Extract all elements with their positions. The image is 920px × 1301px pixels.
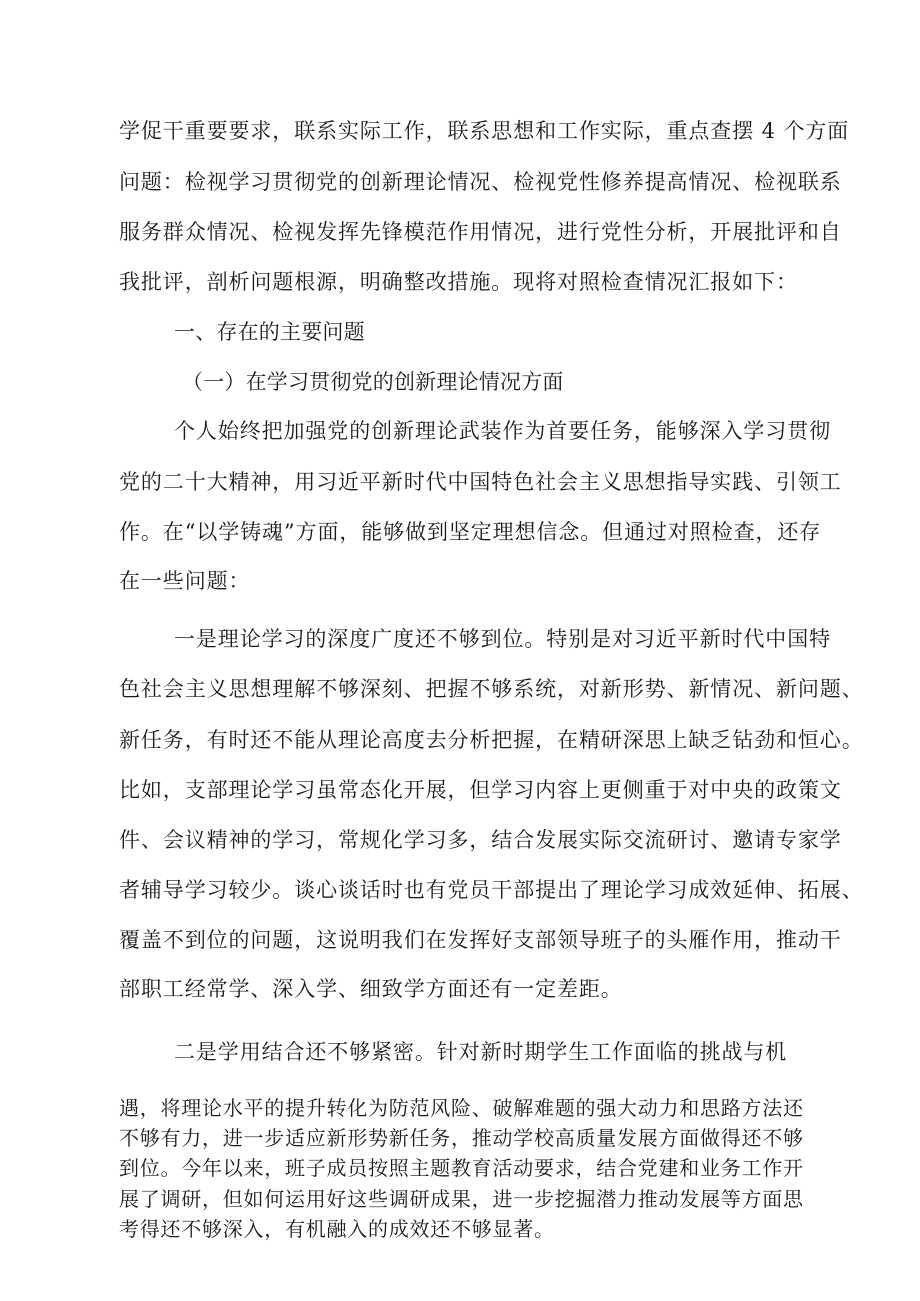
paragraph-line: 个人始终把加强党的创新理论武装作为首要任务，能够深入学习贯彻 <box>174 419 831 443</box>
paragraph-line: 作。在“以学铸魂”方面，能够做到坚定理想信念。但通过对照检查，还存 <box>119 520 822 544</box>
paragraph-line: 新任务，有时还不能从理论高度去分析把握，在精研深思上缺乏钻劲和恒心。 <box>119 728 864 752</box>
paragraph-line: 一是理论学习的深度广度还不够到位。特别是对习近平新时代中国特 <box>174 627 831 651</box>
paragraph-line: 覆盖不到位的问题，这说明我们在发挥好支部领导班子的头雁作用，推动干 <box>119 928 842 952</box>
paragraph-line: 到位。今年以来，班子成员按照主题教育活动要求，结合党建和业务工作开 <box>119 1156 804 1180</box>
paragraph-line: 我批评，剖析问题根源，明确整改措施。现将对照检查情况汇报如下： <box>119 270 798 294</box>
paragraph-line: 不够有力，进一步适应新形势新任务，推动学校高质量发展方面做得还不够 <box>119 1126 804 1150</box>
paragraph-line: 考得还不够深入，有机融入的成效还不够显著。 <box>119 1217 555 1241</box>
paragraph-line: 比如，支部理论学习虽常态化开展，但学习内容上更侧重于对中央的政策文 <box>119 778 842 802</box>
paragraph-line: 在一些问题： <box>119 569 251 593</box>
paragraph-line: 者辅导学习较少。谈心谈话时也有党员干部提出了理论学习成效延伸、拓展、 <box>119 878 864 902</box>
paragraph-line: 展了调研，但如何运用好这些调研成果，进一步挖掘潜力推动发展等方面思 <box>119 1187 804 1211</box>
paragraph-line: 党的二十大精神，用习近平新时代中国特色社会主义思想指导实践、引领工 <box>119 470 842 494</box>
paragraph-line: 问题：检视学习贯彻党的创新理论情况、检视党性修养提高情况、检视联系 <box>119 170 842 194</box>
paragraph-line: 色社会主义思想理解不够深刻、把握不够系统，对新形势、新情况、新问题、 <box>119 677 864 701</box>
subsection-heading: （一）在学习贯彻党的创新理论情况方面 <box>182 370 564 394</box>
paragraph-line: 学促干重要要求，联系实际工作，联系思想和工作实际，重点查摆 4 个方面 <box>119 119 850 143</box>
section-heading: 一、存在的主要问题 <box>174 320 365 344</box>
paragraph-line: 件、会议精神的学习，常规化学习多，结合发展实际交流研讨、邀请专家学 <box>119 828 842 852</box>
paragraph-line: 二是学用结合还不够紧密。针对新时期学生工作面临的挑战与机 <box>174 1040 788 1064</box>
paragraph-line: 部职工经常学、深入学、细致学方面还有一定差距。 <box>119 977 623 1001</box>
paragraph-line: 遇，将理论水平的提升转化为防范风险、破解难题的强大动力和思路方法还 <box>119 1096 804 1120</box>
paragraph-line: 服务群众情况、检视发挥先锋模范作用情况，进行党性分析，开展批评和自 <box>119 220 842 244</box>
